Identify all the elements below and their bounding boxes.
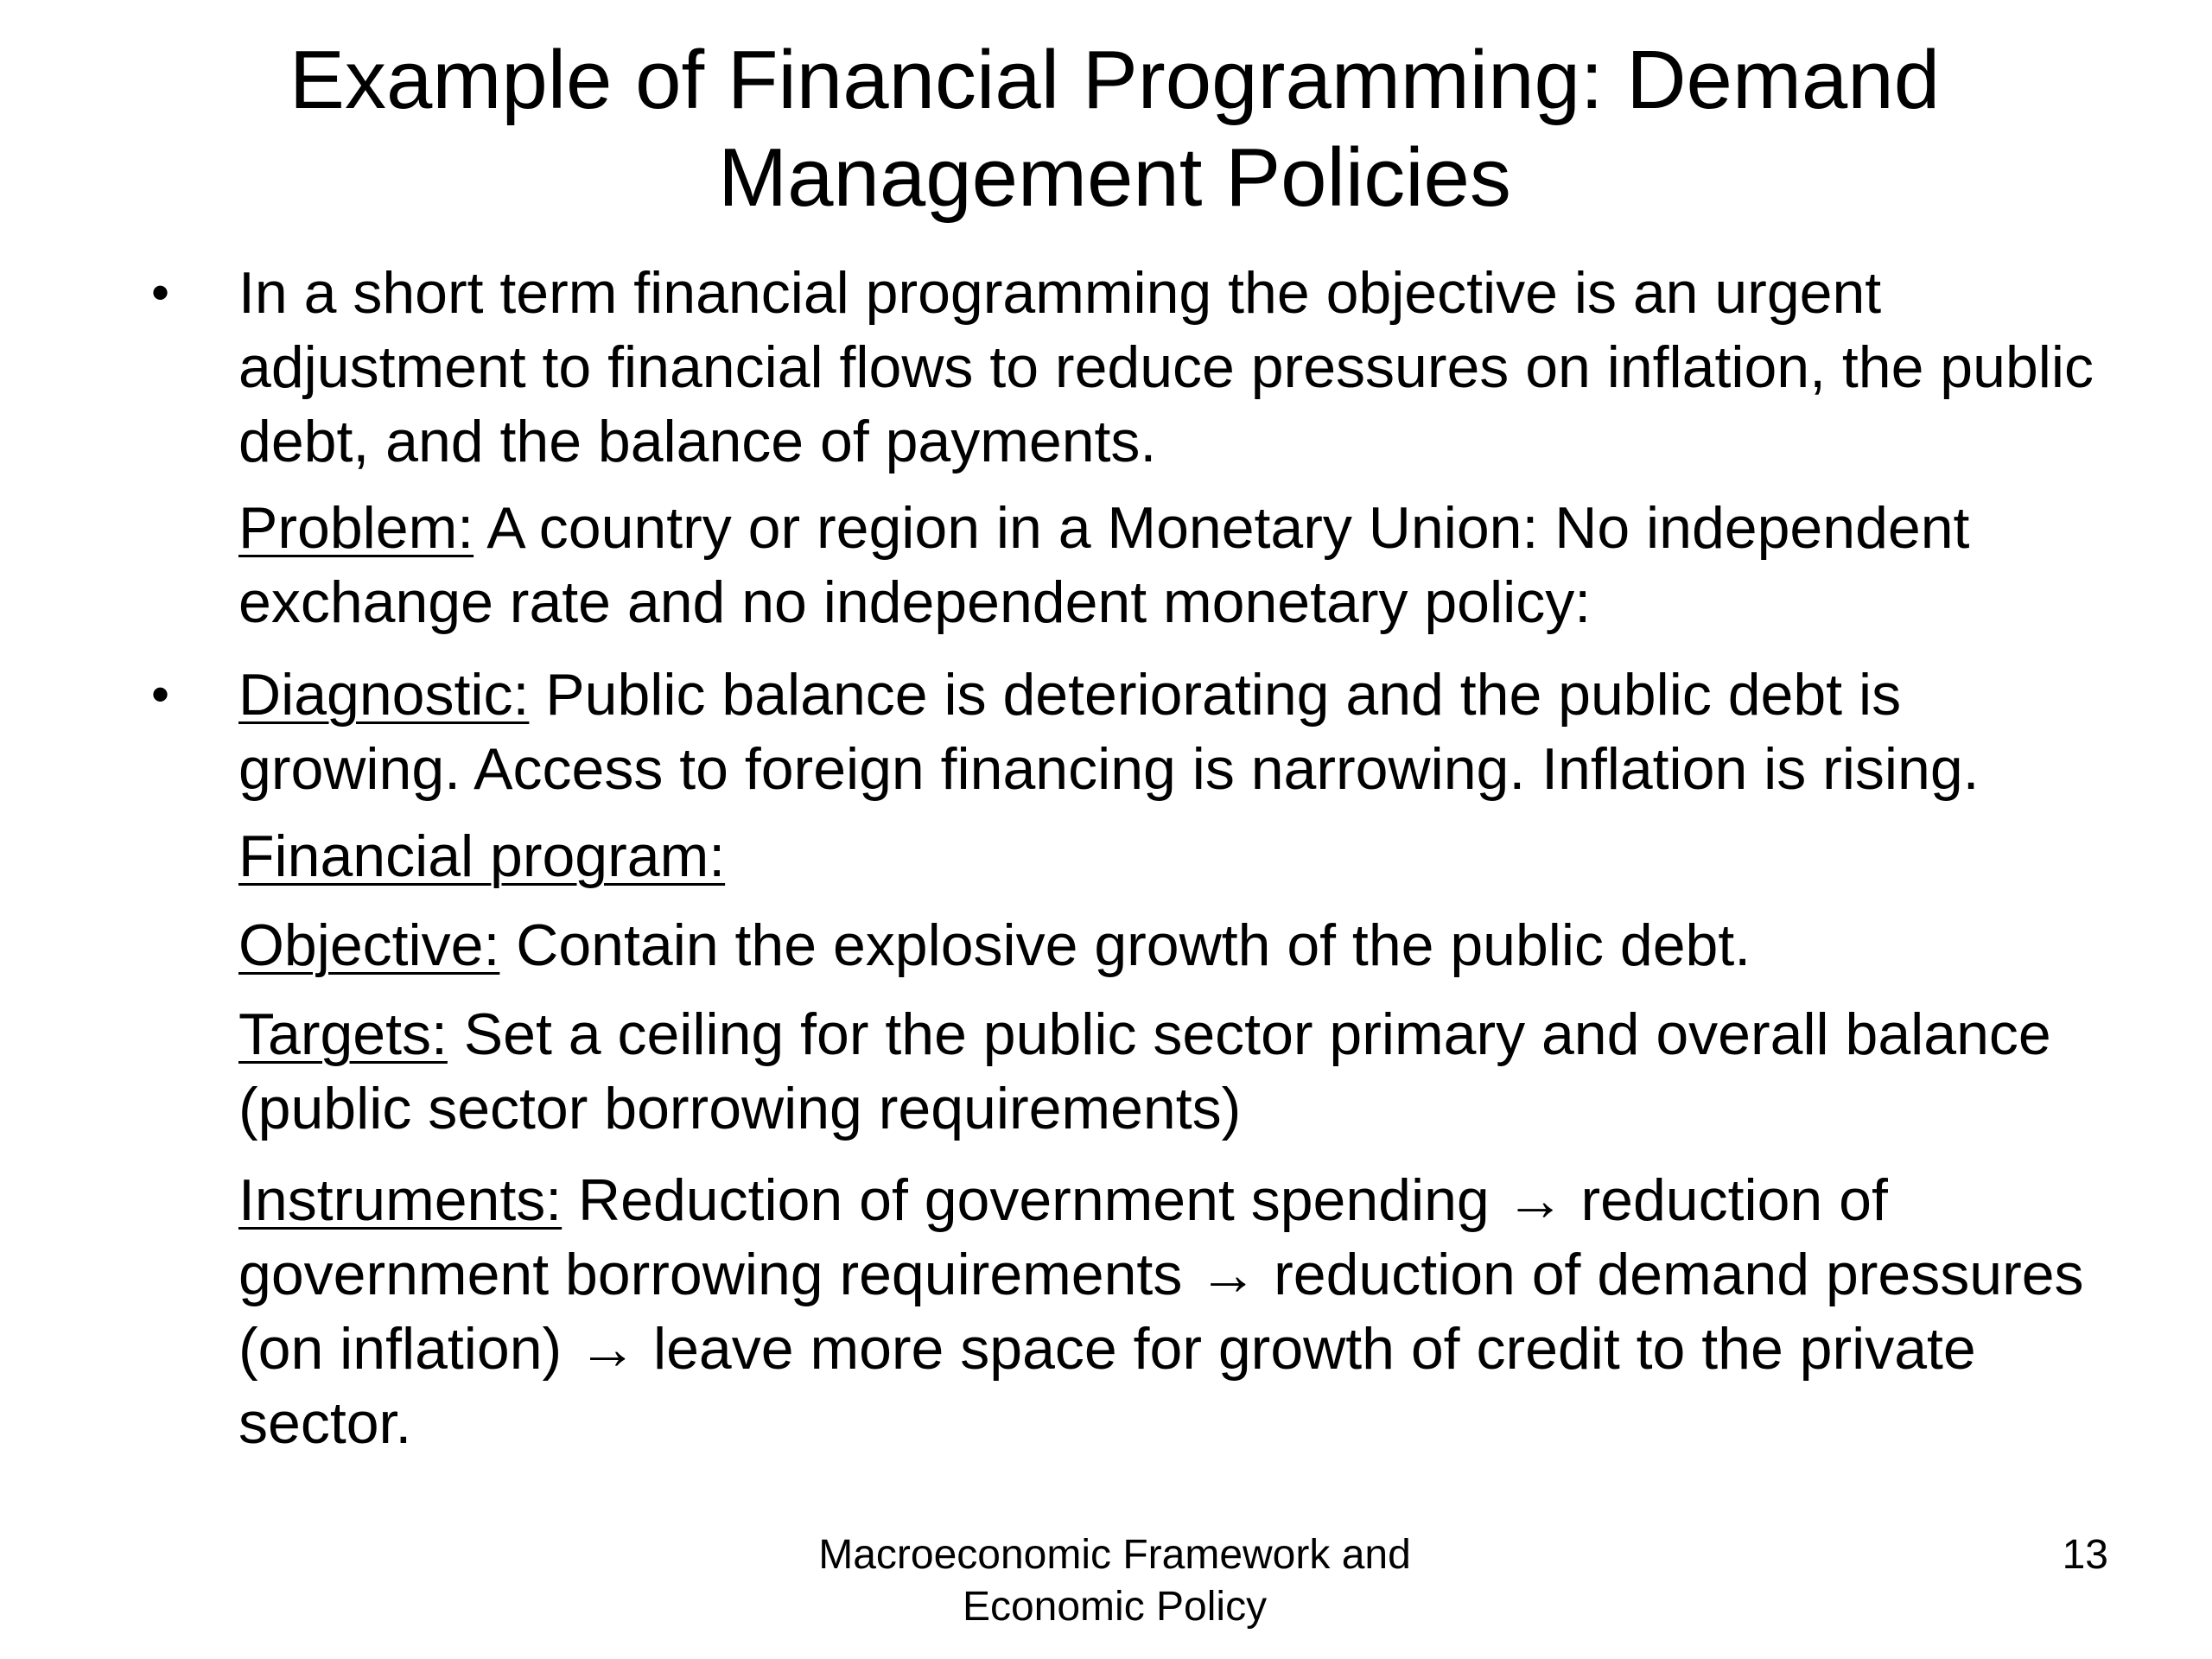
- instruments-label: Instruments:: [238, 1167, 563, 1233]
- problem-label: Problem:: [238, 495, 474, 561]
- page-number: 13: [2062, 1532, 2108, 1578]
- targets-text: Set a ceiling for the public sector primary and overall balance (public sector borrowing requirements): [238, 1001, 2051, 1141]
- instruments-text: Reduction of government spending → reduction of government borrowing requirements → reduction of demand pressures (on inflation) → leave more space for growth of credit to the private sector.: [238, 1167, 2084, 1456]
- bullet-marker-2: •: [151, 665, 170, 723]
- objective-label: Objective:: [238, 912, 500, 978]
- bullet-marker-1: •: [151, 264, 170, 321]
- title-line-1: Example of Financial Programming: Demand: [289, 34, 1941, 126]
- targets-label: Targets:: [238, 1001, 448, 1067]
- diagnostic-paragraph: [238, 658, 2122, 806]
- bullet-intro: In a short term financial programming the objective is an urgent adjustment to financial flows to reduce pressures on inflation, the public debt, and the balance of payments.: [238, 260, 2094, 474]
- objective-paragraph: [238, 908, 2122, 982]
- problem-text: A country or region in a Monetary Union: No independent exchange rate and no independent monetary policy:: [238, 495, 1970, 635]
- slide-title: [173, 31, 2056, 226]
- footer-line-2: Economic Policy: [962, 1584, 1268, 1630]
- objective-text: Contain the explosive growth of the public debt.: [499, 912, 1751, 978]
- title-line-2: Management Policies: [718, 131, 1511, 224]
- problem-paragraph: [238, 491, 2122, 639]
- diagnostic-label: Diagnostic:: [238, 662, 530, 728]
- instruments-paragraph: [238, 1163, 2122, 1460]
- diagnostic-text: Public balance is deteriorating and the public debt is growing. Access to foreign financing is narrowing. Inflation is rising.: [238, 662, 1980, 802]
- footer-line-1: Macroeconomic Framework and: [818, 1532, 1411, 1578]
- financial-program-paragraph: [238, 819, 2122, 893]
- financial-program-label: Financial program:: [238, 823, 726, 889]
- targets-paragraph: [238, 997, 2122, 1146]
- slide-footer: [752, 1529, 1478, 1633]
